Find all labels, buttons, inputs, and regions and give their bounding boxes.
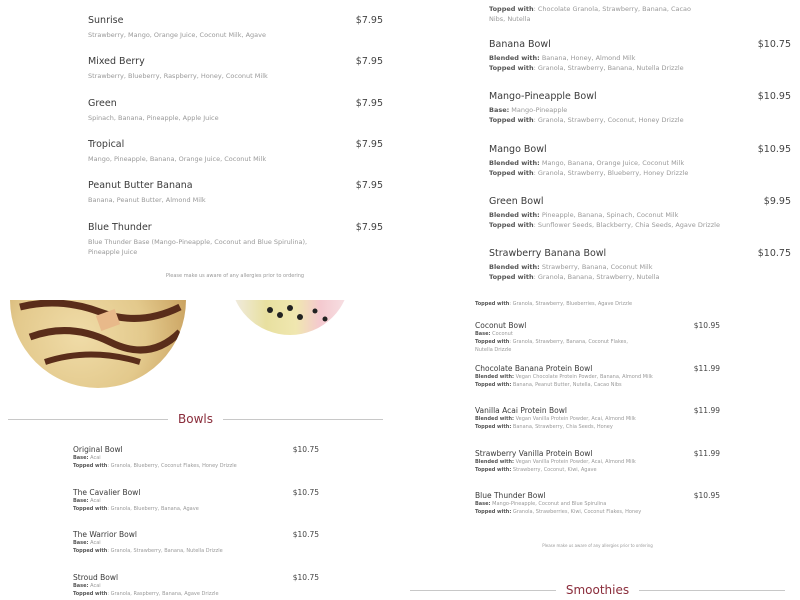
divider — [8, 419, 168, 420]
detail-label: Blended with: — [489, 210, 540, 219]
item-detail — [73, 547, 319, 555]
item-name: Chocolate Banana Protein Bowl — [475, 363, 593, 373]
detail-label: Topped with: — [475, 424, 512, 430]
detail-text: Acai — [88, 582, 101, 589]
item-price: $10.95 — [757, 91, 791, 103]
item-detail — [489, 168, 791, 178]
detail-text: Mango-Pineapple — [509, 106, 568, 115]
section-title: Bowls — [178, 412, 213, 426]
item-detail — [475, 466, 720, 474]
item-name: Green — [88, 97, 117, 109]
detail-label: Topped with: — [475, 381, 512, 388]
detail-label: Blended with: — [475, 416, 515, 422]
divider — [410, 590, 556, 591]
item-detail — [489, 262, 791, 272]
detail-text: : Granola, Strawberry, Banana, Nutella Drizzle — [107, 548, 223, 554]
detail-label: Topped with — [73, 590, 108, 597]
item-price: $7.95 — [355, 221, 383, 233]
detail-label: Base: — [489, 106, 510, 115]
detail-label: Base: — [73, 455, 89, 461]
item-detail — [88, 30, 383, 40]
detail-text: Nutella Drizzle — [475, 347, 512, 353]
item-price: $10.95 — [693, 321, 720, 330]
item-name: Coconut Bowl — [475, 321, 527, 330]
item-name: Stroud Bowl — [73, 572, 119, 582]
item-name: Blue Thunder — [88, 221, 152, 233]
item-name: Banana Bowl — [489, 39, 551, 50]
item-detail — [88, 195, 383, 205]
detail-label: Blended with: — [475, 373, 515, 380]
allergy-note: Please make us aware of any allergies prior to ordering — [542, 543, 653, 548]
item-detail — [489, 210, 791, 220]
item-name: The Cavalier Bowl — [73, 487, 141, 497]
item-name: Mango Bowl — [489, 143, 547, 155]
bowls-heading — [8, 410, 383, 428]
menu-item — [475, 491, 720, 516]
item-detail — [475, 415, 720, 423]
item-price: $7.95 — [355, 15, 383, 26]
item-detail — [475, 458, 720, 466]
menu-item — [88, 139, 383, 164]
menu-item — [88, 15, 383, 40]
detail-text: Banana, Peanut Butter, Nutella, Cacao Nibs — [511, 381, 622, 388]
detail-label: Blended with: — [489, 158, 540, 167]
detail-text: : Granola, Strawberry, Blueberry, Honey Drizzle — [533, 168, 689, 177]
item-price: $10.75 — [757, 248, 791, 260]
detail-text: : Granola, Banana, Strawberry, Nutella — [533, 273, 660, 282]
menu-item — [489, 196, 791, 230]
menu-item — [73, 445, 319, 470]
item-price: $11.99 — [693, 363, 720, 373]
partial-item — [475, 300, 632, 308]
item-detail — [489, 14, 691, 24]
detail-label: Base: — [73, 540, 89, 546]
section-title: Smoothies — [565, 583, 630, 597]
menu-item — [475, 449, 720, 474]
detail-text: Strawberry, Coconut, Kiwi, Agave — [511, 466, 597, 473]
item-detail — [475, 300, 632, 308]
item-detail — [73, 454, 319, 462]
menu-item — [73, 573, 319, 598]
bubble-tea-photo — [230, 300, 350, 335]
item-name: Strawberry Banana Bowl — [489, 248, 607, 260]
item-detail — [475, 346, 720, 354]
menu-item — [489, 144, 791, 178]
item-detail — [88, 237, 383, 247]
smoothies-heading — [410, 581, 785, 599]
detail-label: Topped with — [73, 548, 108, 554]
item-name: Blue Thunder Bowl — [475, 491, 546, 500]
item-detail — [475, 373, 720, 381]
item-detail — [88, 247, 383, 257]
item-price: $10.75 — [292, 487, 319, 497]
item-detail — [73, 539, 319, 547]
detail-text: : Granola, Blueberry, Banana, Agave — [107, 505, 199, 512]
detail-text: Acai — [88, 497, 101, 504]
allergy-note: Please make us aware of any allergies prior to ordering — [165, 273, 305, 279]
item-name: Peanut Butter Banana — [88, 180, 193, 192]
tapioca-pearls-icon — [230, 300, 350, 335]
detail-text: Mango, Banana, Orange Juice, Coconut Milk — [539, 158, 685, 167]
detail-label: Topped with — [73, 505, 108, 512]
detail-text: Vegan Chocolate Protein Powder, Banana, Almond Milk — [514, 373, 653, 380]
drinks-menu — [0, 0, 400, 300]
menu-item — [475, 321, 720, 354]
detail-text: Vegan Vanilla Protein Powder, Acai, Almond Milk — [514, 458, 636, 465]
item-price: $10.75 — [757, 39, 791, 50]
item-detail — [475, 381, 720, 389]
item-detail — [73, 497, 319, 505]
bowls-section — [0, 300, 400, 600]
detail-text: : Granola, Strawberry, Blueberries, Agave Drizzle — [509, 301, 633, 307]
detail-text: : Granola, Blueberry, Coconut Flakes, Honey Drizzle — [107, 463, 237, 469]
item-detail — [489, 115, 791, 125]
menu-item — [88, 56, 383, 81]
detail-text: Mango-Pineapple, Coconut and Blue Spirulina — [490, 501, 607, 507]
item-price: $10.75 — [292, 445, 319, 454]
detail-label: Topped with — [489, 168, 534, 177]
menu-item — [489, 248, 791, 282]
item-detail — [475, 338, 720, 346]
detail-text: Coconut — [490, 331, 513, 337]
item-detail — [73, 590, 319, 598]
detail-text: Pineapple, Banana, Spinach, Coconut Milk — [539, 210, 679, 219]
item-detail — [489, 53, 791, 63]
detail-text: Nibs, Nutella — [489, 15, 531, 23]
detail-label: Blended with: — [489, 263, 540, 272]
item-detail — [475, 508, 720, 516]
item-price: $10.75 — [292, 572, 319, 582]
item-name: The Warrior Bowl — [73, 530, 137, 539]
item-detail — [73, 505, 319, 513]
item-detail — [475, 330, 720, 338]
item-detail — [73, 462, 319, 470]
detail-text: Vegan Vanilla Protein Powder, Acai, Almond Milk — [514, 416, 636, 422]
chocolate-drizzle-icon — [10, 300, 186, 388]
divider — [223, 419, 383, 420]
item-price: $10.95 — [757, 143, 791, 155]
item-name: Strawberry Vanilla Protein Bowl — [475, 448, 593, 458]
menu-item — [475, 406, 720, 431]
menu-item — [475, 364, 720, 389]
item-name: Sunrise — [88, 15, 124, 26]
item-detail — [88, 154, 383, 164]
detail-label: Topped with — [73, 463, 108, 469]
detail-label: Topped with: — [475, 466, 512, 473]
item-name: Mixed Berry — [88, 56, 145, 68]
detail-text: Acai — [88, 540, 101, 546]
item-detail — [73, 582, 319, 590]
item-price: $10.75 — [292, 530, 319, 539]
detail-label: Topped with: — [475, 509, 512, 515]
item-price: $11.99 — [693, 448, 720, 458]
item-price: $7.95 — [355, 138, 383, 150]
bowls-menu-more — [400, 300, 800, 600]
detail-text: Mango, Pineapple, Banana, Orange Juice, Coconut Milk — [88, 154, 267, 163]
detail-text: Pineapple Juice — [88, 247, 138, 256]
item-detail — [489, 220, 791, 230]
detail-text: : Granola, Raspberry, Banana, Agave Drizzle — [107, 590, 219, 597]
partial-item — [489, 1, 691, 24]
menu-item — [73, 530, 319, 555]
item-detail — [489, 272, 791, 282]
menu-item — [73, 488, 319, 513]
detail-label: Topped with — [475, 301, 510, 307]
detail-text: Strawberry, Mango, Orange Juice, Coconut Milk, Agave — [88, 31, 266, 39]
detail-text: Blue Thunder Base (Mango-Pineapple, Coconut and Blue Spirulina), — [88, 237, 308, 246]
detail-label: Blended with: — [475, 458, 515, 465]
detail-text: : Chocolate Granola, Strawberry, Banana, Cacao — [533, 5, 692, 13]
detail-label: Topped with — [489, 273, 534, 282]
item-name: Green Bowl — [489, 195, 544, 207]
item-detail — [489, 63, 791, 73]
menu-item — [88, 222, 383, 257]
item-name: Tropical — [88, 138, 125, 150]
detail-text: Strawberry, Blueberry, Raspberry, Honey, Coconut Milk — [88, 72, 268, 81]
item-price: $7.95 — [355, 97, 383, 109]
detail-label: Topped with — [489, 116, 534, 125]
detail-label: Blended with: — [489, 54, 540, 62]
item-name: Vanilla Acai Protein Bowl — [475, 406, 567, 415]
detail-text: : Granola, Strawberry, Banana, Nutella Drizzle — [533, 64, 684, 72]
detail-label: Topped with — [489, 5, 534, 13]
detail-label: Topped with — [489, 64, 534, 72]
menu-item — [489, 91, 791, 125]
detail-text: Acai — [88, 455, 101, 461]
menu-item — [88, 98, 383, 123]
item-detail — [88, 113, 383, 123]
item-detail — [475, 423, 720, 431]
item-name: Mango-Pineapple Bowl — [489, 91, 597, 103]
detail-label: Base: — [475, 331, 491, 337]
item-price: $11.99 — [693, 406, 720, 415]
detail-text: Banana, Honey, Almond Milk — [539, 54, 636, 62]
detail-text: : Granola, Strawberry, Coconut, Honey Drizzle — [533, 116, 684, 125]
detail-text: Banana, Peanut Butter, Almond Milk — [88, 196, 206, 205]
item-price: $9.95 — [763, 195, 791, 207]
detail-text: : Sunflower Seeds, Blackberry, Chia Seeds, Agave Drizzle — [533, 220, 720, 229]
detail-text: Banana, Strawberry, Chia Seeds, Honey — [511, 424, 613, 430]
item-price: $7.95 — [355, 180, 383, 192]
detail-text: Granola, Strawberries, Kiwi, Coconut Flakes, Honey — [511, 509, 642, 515]
divider — [639, 590, 785, 591]
bowls-menu-continued — [400, 0, 800, 300]
detail-text: : Granola, Strawberry, Banana, Coconut Flakes, — [509, 339, 628, 345]
menu-item — [489, 39, 791, 73]
crepe-photo — [10, 300, 186, 388]
detail-label: Base: — [73, 497, 89, 504]
item-detail — [489, 105, 791, 115]
detail-label: Base: — [475, 501, 491, 507]
detail-text: Spinach, Banana, Pineapple, Apple Juice — [88, 113, 219, 122]
item-detail — [489, 4, 691, 14]
detail-label: Topped with — [475, 339, 510, 345]
item-price: $10.95 — [693, 491, 720, 500]
item-detail — [489, 158, 791, 168]
detail-text: Strawberry, Banana, Coconut Milk — [539, 263, 653, 272]
item-detail — [88, 71, 383, 81]
item-price: $7.95 — [355, 56, 383, 68]
item-detail — [475, 500, 720, 508]
detail-label: Topped with — [489, 220, 534, 229]
detail-label: Base: — [73, 582, 89, 589]
menu-item — [88, 180, 383, 205]
item-name: Original Bowl — [73, 445, 123, 454]
